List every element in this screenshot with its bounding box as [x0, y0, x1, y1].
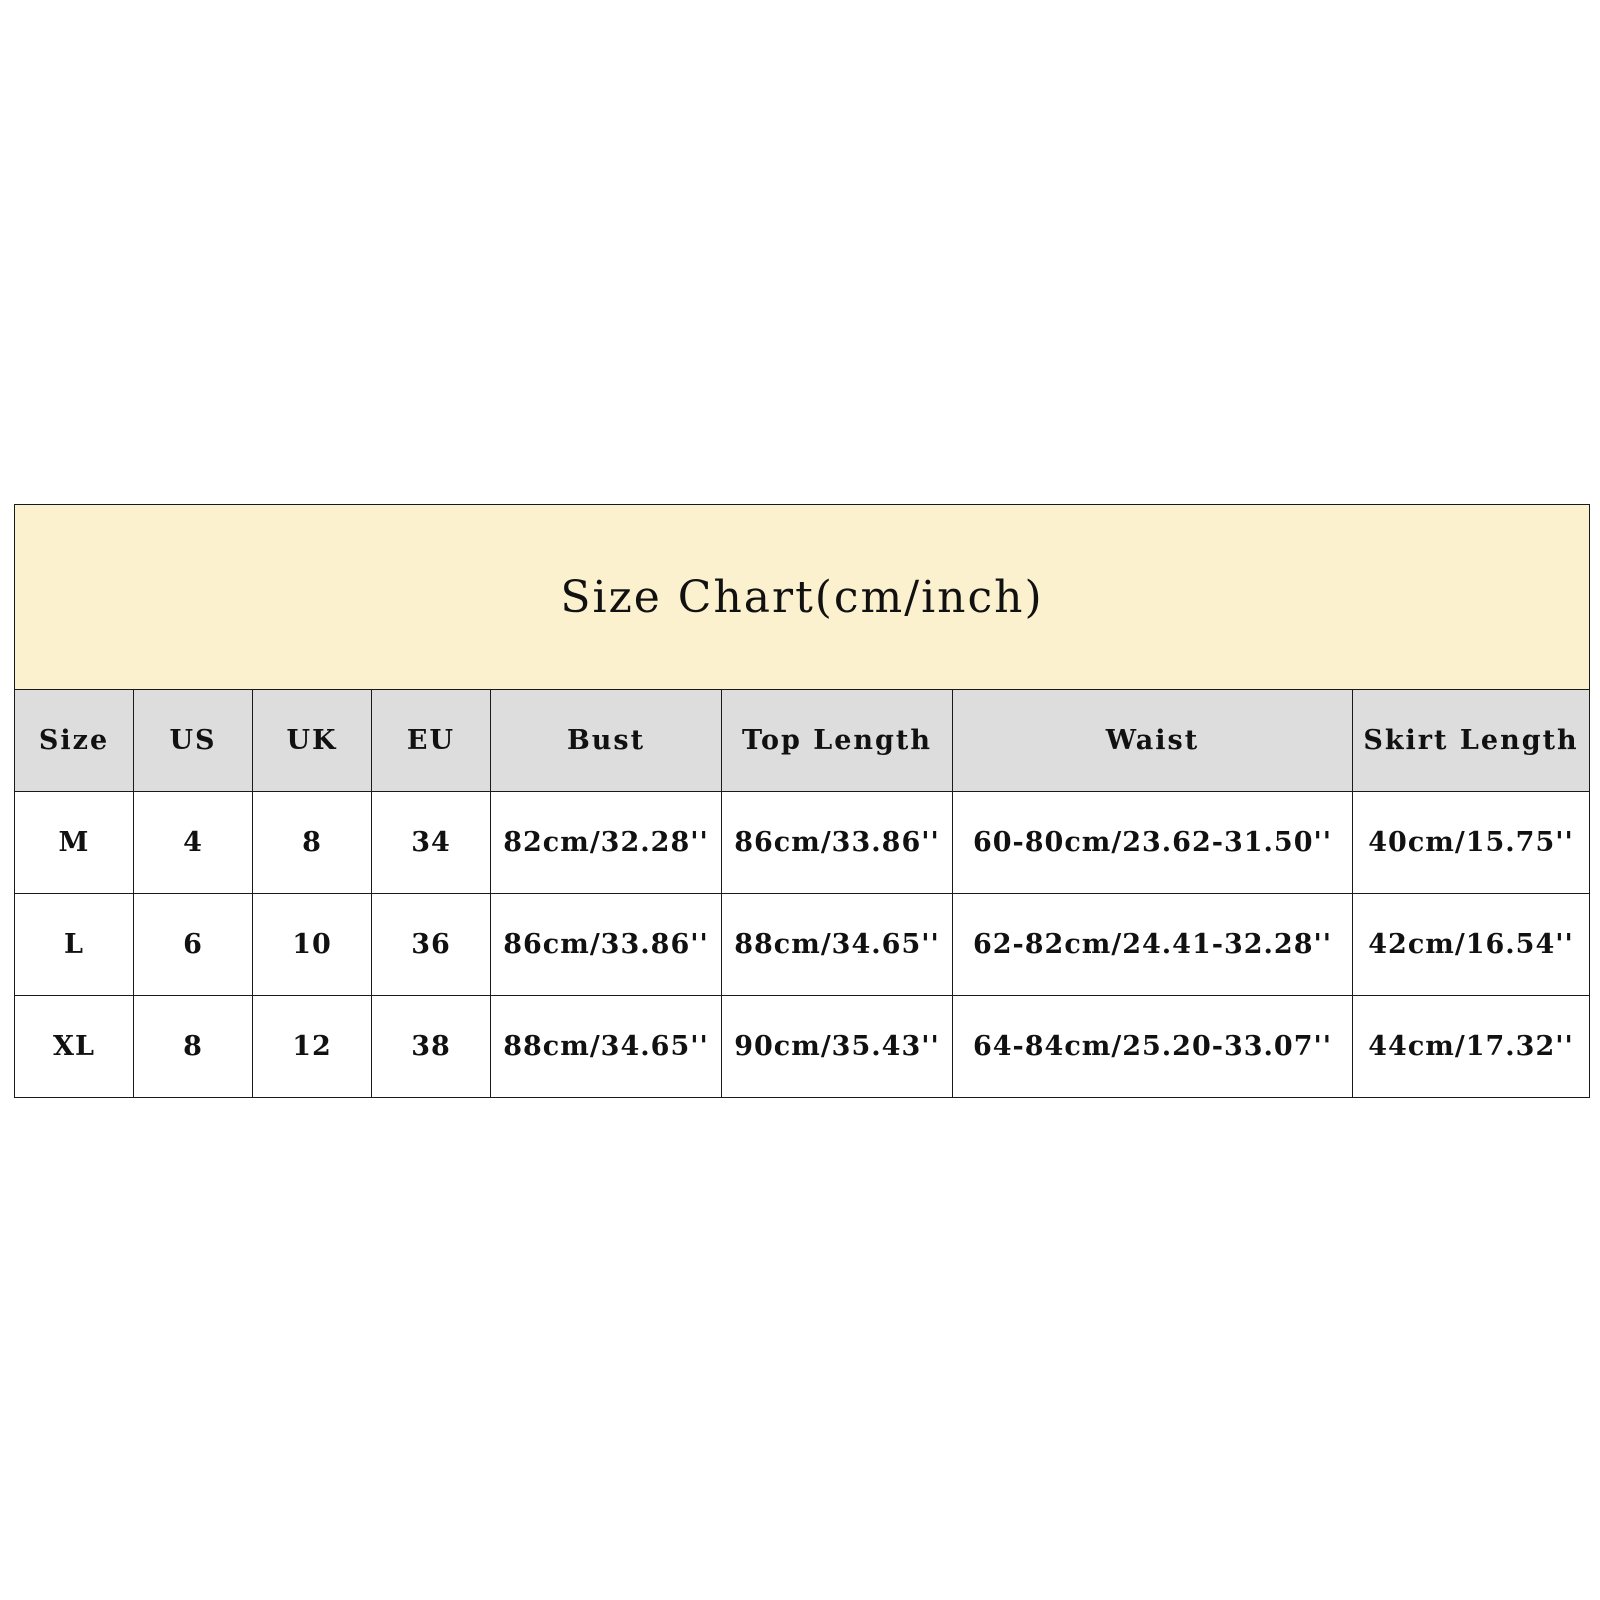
table-cell-waist: 62-82cm/24.41-32.28''	[953, 894, 1353, 996]
table-cell-top-length: 88cm/34.65''	[722, 894, 953, 996]
column-header-skirt-length: Skirt Length	[1353, 690, 1590, 792]
table-cell-uk: 12	[253, 996, 372, 1098]
table-cell-uk: 8	[253, 792, 372, 894]
table-row	[15, 894, 1590, 996]
table-row	[15, 996, 1590, 1098]
table-cell-bust: 82cm/32.28''	[491, 792, 722, 894]
table-cell-size: M	[15, 792, 134, 894]
chart-title: Size Chart(cm/inch)	[15, 505, 1590, 690]
table-cell-eu: 36	[372, 894, 491, 996]
table-cell-size: XL	[15, 996, 134, 1098]
header-row	[15, 690, 1590, 792]
column-header-bust: Bust	[491, 690, 722, 792]
table-cell-waist: 64-84cm/25.20-33.07''	[953, 996, 1353, 1098]
table-row	[15, 792, 1590, 894]
column-header-uk: UK	[253, 690, 372, 792]
table-cell-skirt-length: 40cm/15.75''	[1353, 792, 1590, 894]
table-cell-size: L	[15, 894, 134, 996]
table-cell-skirt-length: 42cm/16.54''	[1353, 894, 1590, 996]
table-cell-eu: 38	[372, 996, 491, 1098]
table-cell-skirt-length: 44cm/17.32''	[1353, 996, 1590, 1098]
title-row	[15, 505, 1590, 690]
table-cell-top-length: 86cm/33.86''	[722, 792, 953, 894]
table-cell-top-length: 90cm/35.43''	[722, 996, 953, 1098]
column-header-waist: Waist	[953, 690, 1353, 792]
size-chart-table	[14, 504, 1590, 1098]
table-cell-us: 8	[134, 996, 253, 1098]
table-cell-uk: 10	[253, 894, 372, 996]
table-cell-us: 6	[134, 894, 253, 996]
table-cell-bust: 88cm/34.65''	[491, 996, 722, 1098]
table-cell-us: 4	[134, 792, 253, 894]
table-cell-bust: 86cm/33.86''	[491, 894, 722, 996]
table-cell-waist: 60-80cm/23.62-31.50''	[953, 792, 1353, 894]
column-header-eu: EU	[372, 690, 491, 792]
table-cell-eu: 34	[372, 792, 491, 894]
column-header-size: Size	[15, 690, 134, 792]
column-header-top-length: Top Length	[722, 690, 953, 792]
column-header-us: US	[134, 690, 253, 792]
